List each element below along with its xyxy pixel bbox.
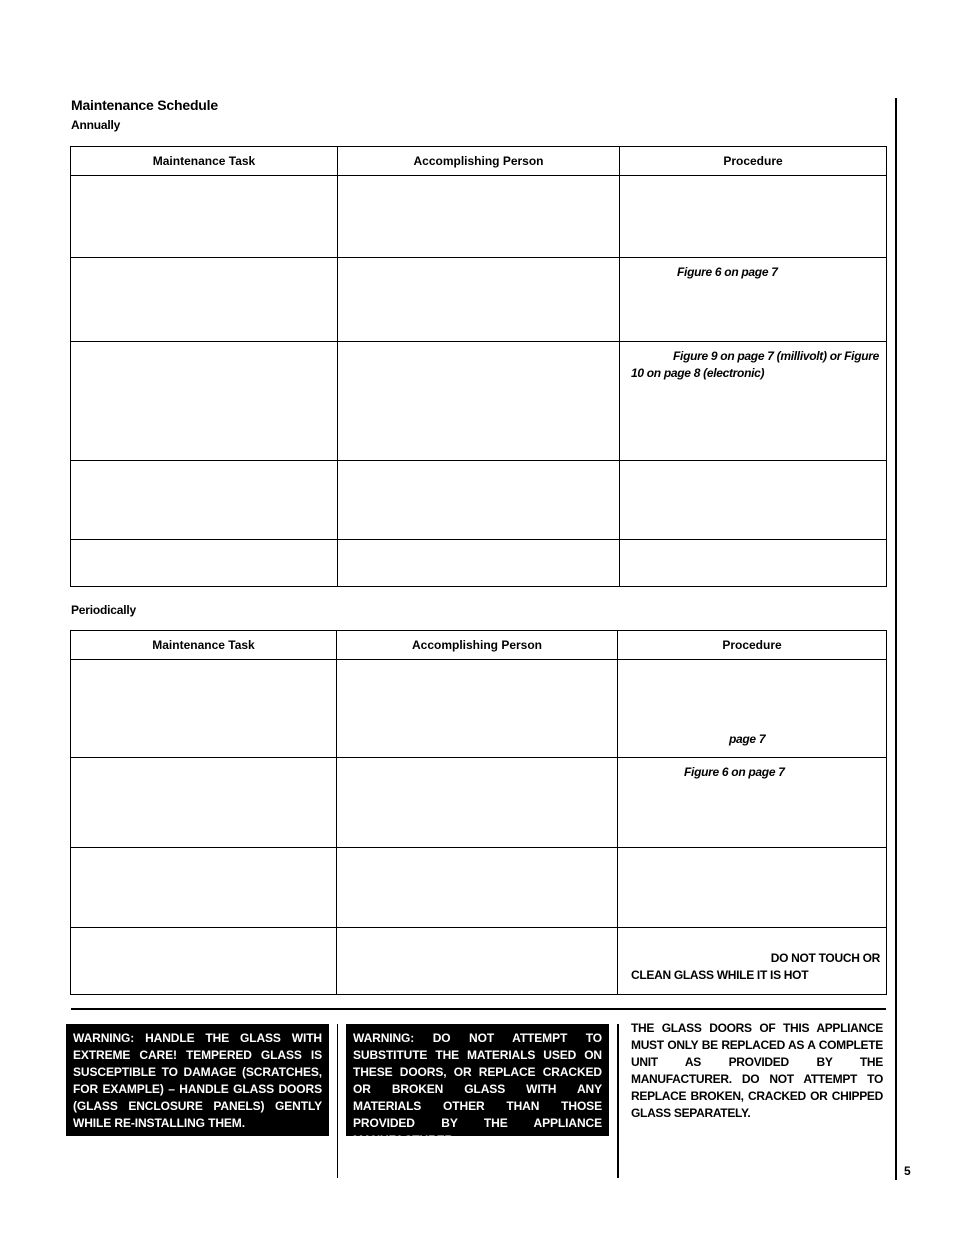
procedure-cell xyxy=(620,176,887,258)
person-cell xyxy=(337,758,618,848)
procedure-cell xyxy=(618,848,887,928)
person-cell xyxy=(337,848,618,928)
glass-replacement-notice: THE GLASS DOORS OF THIS APPLIANCE MUST ONLY BE REPLACED AS A COMPLETE UNIT AS PROVIDED BY THE MANUFACTURER. DO NOT ATTEMPT TO REPLACE BROKEN, CRACKED OR CHIPPED GLASS SEPARATELY. xyxy=(631,1021,883,1120)
task-cell xyxy=(71,461,338,540)
table-row xyxy=(71,758,887,848)
table-row xyxy=(71,540,887,587)
procedure-cell xyxy=(618,660,887,758)
periodically-label: Periodically xyxy=(71,603,136,617)
procedure-cell xyxy=(620,540,887,587)
task-cell xyxy=(71,758,337,848)
glass-care-warning: WARNING: HANDLE THE GLASS WITH EXTREME CARE! TEMPERED GLASS IS SUSCEPTIBLE TO DAMAGE (SCRATCHES, FOR EXAMPLE) – HANDLE GLASS DOORS (GLASS ENCLOSURE PANELS) GENTLY WHILE RE-INSTALLING THEM. xyxy=(66,1024,329,1136)
procedure-cell xyxy=(618,928,887,995)
table-row xyxy=(71,928,887,995)
header-procedure: Procedure xyxy=(618,631,887,660)
procedure-cell xyxy=(620,342,887,461)
procedure-cell xyxy=(618,758,887,848)
column-divider xyxy=(337,1024,338,1178)
procedure-cell xyxy=(620,258,887,342)
person-cell xyxy=(338,540,620,587)
section-divider xyxy=(71,1008,886,1010)
glass-hot-warning-line-2: CLEAN GLASS WHILE IT IS HOT xyxy=(631,968,809,982)
table-row xyxy=(71,258,887,342)
task-cell xyxy=(71,342,338,461)
header-procedure: Procedure xyxy=(620,147,887,176)
procedure-figure-reference: Figure 6 on page 7 xyxy=(677,265,778,279)
person-cell xyxy=(337,660,618,758)
table-header-row xyxy=(71,147,887,176)
task-cell xyxy=(71,848,337,928)
table-row xyxy=(71,342,887,461)
header-accomplishing-person: Accomplishing Person xyxy=(337,631,618,660)
annually-label: Annually xyxy=(71,118,121,132)
page-number: 5 xyxy=(904,1164,911,1178)
procedure-cell xyxy=(620,461,887,540)
procedure-page-reference: page 7 xyxy=(729,732,766,746)
procedure-figure-reference: Figure 9 on page 7 (millivolt) or Figure 10 on page 8 (electronic) xyxy=(631,349,880,380)
header-maintenance-task: Maintenance Task xyxy=(71,631,337,660)
periodic-schedule-table xyxy=(70,630,887,995)
task-cell xyxy=(71,928,337,995)
annual-schedule-table xyxy=(70,146,887,587)
glass-hot-warning-line-1: DO NOT TOUCH OR xyxy=(770,951,880,965)
table-header-row xyxy=(71,631,887,660)
person-cell xyxy=(338,342,620,461)
task-cell xyxy=(71,258,338,342)
person-cell xyxy=(338,176,620,258)
task-cell xyxy=(71,540,338,587)
header-maintenance-task: Maintenance Task xyxy=(71,147,338,176)
page-right-rule xyxy=(895,98,897,1180)
table-row xyxy=(71,461,887,540)
person-cell xyxy=(338,461,620,540)
procedure-figure-reference: Figure 6 on page 7 xyxy=(684,765,785,779)
column-divider xyxy=(617,1024,619,1178)
person-cell xyxy=(337,928,618,995)
table-row xyxy=(71,848,887,928)
task-cell xyxy=(71,660,337,758)
task-cell xyxy=(71,176,338,258)
table-row xyxy=(71,176,887,258)
person-cell xyxy=(338,258,620,342)
header-accomplishing-person: Accomplishing Person xyxy=(338,147,620,176)
page-title: Maintenance Schedule xyxy=(71,97,218,113)
material-substitution-warning: WARNING: DO NOT ATTEMPT TO SUBSTITUTE THE MATERIALS USED ON THESE DOORS, OR REPLACE CRACKED OR BROKEN GLASS WITH ANY MATERIALS OTHER THAN THOSE PROVIDED BY THE APPLIANCE MANUFACTURER. xyxy=(346,1024,609,1136)
table-row xyxy=(71,660,887,758)
